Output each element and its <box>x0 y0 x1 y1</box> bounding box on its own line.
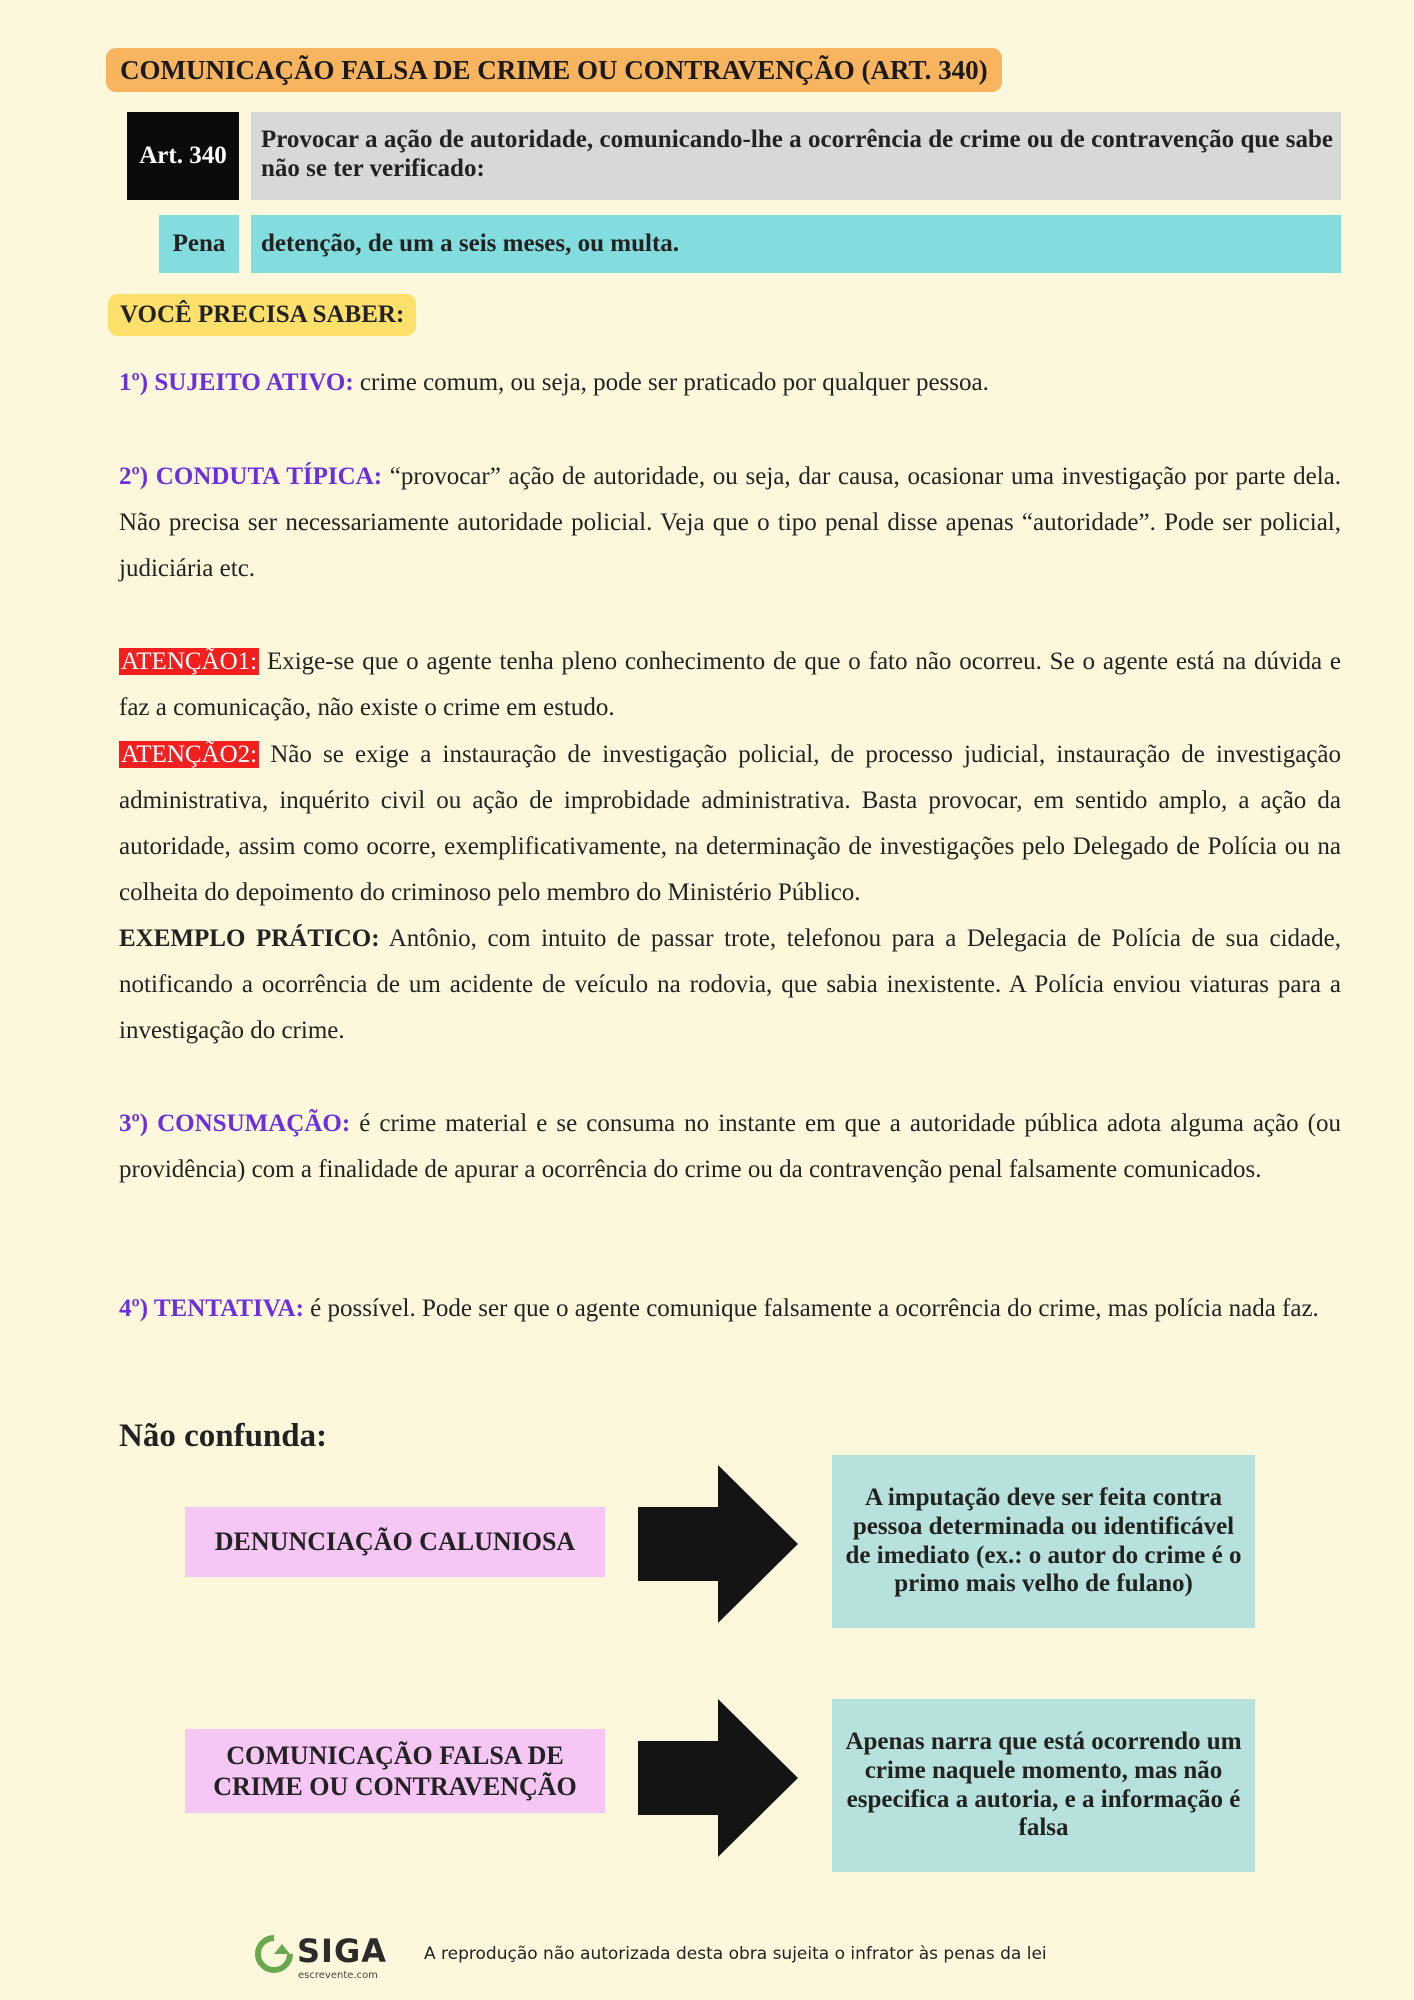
page-title: COMUNICAÇÃO FALSA DE CRIME OU CONTRAVENÇÃO (ART. 340) <box>106 48 1002 92</box>
atencao-1-paragraph <box>119 639 1341 731</box>
article-label: Art. 340 <box>127 112 239 200</box>
comunicacao-falsa-description: Apenas narra que está ocorrendo um crime naquele momento, mas não especifica a autoria, e a informação é falsa <box>832 1699 1255 1872</box>
compare-heading: Não confunda: <box>119 1418 328 1454</box>
article-text: Provocar a ação de autoridade, comunicando-lhe a ocorrência de crime ou de contravenção que sabe não se ter verificado: <box>251 112 1341 200</box>
denunciacao-description: A imputação deve ser feita contra pessoa determinada ou identificável de imediato (ex.: o autor do crime é o primo mais velho de fulano) <box>832 1455 1255 1628</box>
consumacao-text: é crime material e se consuma no instante em que a autoridade pública adota alguma ação (ou providência) com a finalidade de apurar a ocorrência do crime ou da contravenção penal falsamente comunicados. <box>119 1110 1342 1183</box>
denunciacao-box: DENUNCIAÇÃO CALUNIOSA <box>185 1507 605 1577</box>
atencao-2-text: Não se exige a instauração de investigação policial, de processo judicial, instauração de investigação administrativa, inquérito civil ou ação de improbidade administrativa. Basta provocar, em sentido amplo, a ação da autoridade, assim como ocorre, exemplificativamente, na determinação de investigações pelo Delegado de Polícia ou na colheita do depoimento do criminoso pelo membro do Ministério Público. <box>119 741 1341 906</box>
pena-text: detenção, de um a seis meses, ou multa. <box>251 215 1341 273</box>
conduta-tipica-text: “provocar” ação de autoridade, ou seja, dar causa, ocasionar uma investigação por parte dela. Não precisa ser necessariamente autoridade policial. Veja que o tipo penal disse apenas “autoridade”. Pode ser policial, judiciária etc. <box>119 463 1341 582</box>
arrow-right-icon <box>638 1465 798 1623</box>
atencao-2-paragraph <box>119 732 1341 916</box>
tentativa-text: é possível. Pode ser que o agente comunique falsamente a ocorrência do crime, mas polícia nada faz. <box>303 1295 1319 1322</box>
sujeito-ativo-label: 1º) SUJEITO ATIVO: <box>119 369 354 396</box>
know-heading: VOCÊ PRECISA SABER: <box>108 294 416 336</box>
conduta-tipica-label: 2º) CONDUTA TÍPICA: <box>119 463 383 490</box>
siga-logo-icon <box>254 1934 294 1974</box>
tentativa-label: 4º) TENTATIVA: <box>119 1295 304 1322</box>
conduta-tipica-paragraph <box>119 454 1341 592</box>
footer-notice: A reprodução não autorizada desta obra sujeita o infrator às penas da lei <box>424 1944 1047 1964</box>
exemplo-pratico-text: Antônio, com intuito de passar trote, telefonou para a Delegacia de Polícia de sua cidade, notificando a ocorrência de um acidente de veículo na rodovia, que sabia inexistente. A Polícia enviou viaturas para a investigação do crime. <box>119 925 1342 1044</box>
pena-label: Pena <box>159 215 239 273</box>
sujeito-ativo-text: crime comum, ou seja, pode ser praticado por qualquer pessoa. <box>353 369 989 396</box>
exemplo-pratico-label: EXEMPLO PRÁTICO: <box>119 925 380 952</box>
siga-logo-subtext: escrevente.com <box>298 1970 378 1981</box>
tentativa-paragraph <box>119 1286 1341 1332</box>
arrow-right-icon <box>638 1699 798 1857</box>
sujeito-ativo-paragraph <box>119 360 1341 406</box>
atencao-1-label: ATENÇÃO1: <box>121 648 258 675</box>
consumacao-paragraph <box>119 1101 1341 1193</box>
consumacao-label: 3º) CONSUMAÇÃO: <box>119 1110 351 1137</box>
atencao-2-label: ATENÇÃO2: <box>121 741 258 768</box>
siga-logo-text: SIGA <box>297 1932 387 1970</box>
exemplo-pratico-paragraph <box>119 916 1341 1054</box>
comunicacao-falsa-box: COMUNICAÇÃO FALSA DE CRIME OU CONTRAVENÇÃO <box>185 1729 605 1813</box>
atencao-1-text: Exige-se que o agente tenha pleno conhecimento de que o fato não ocorreu. Se o agente está na dúvida e faz a comunicação, não existe o crime em estudo. <box>119 648 1341 721</box>
